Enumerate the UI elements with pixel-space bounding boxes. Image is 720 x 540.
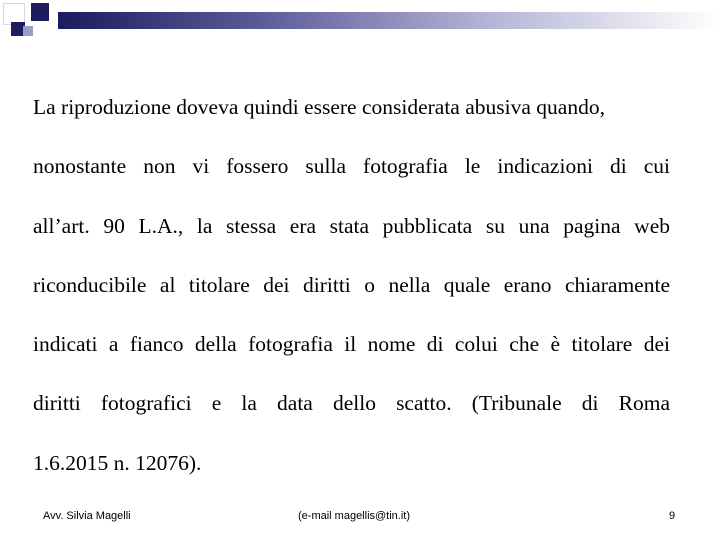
page-number: 9 (669, 510, 676, 522)
header-gradient-bar (58, 12, 720, 29)
decor-square-navy-top (31, 3, 49, 21)
body-line: riconducibile al titolare dei diritti o nella quale erano chiaramente (33, 272, 670, 297)
body-line: indicati a fianco della fotografia il nome di colui che è titolare dei (33, 332, 670, 357)
body-line: diritti fotografici e la data dello scatto. (Tribunale di Roma (33, 391, 670, 416)
decor-square-lavender (23, 26, 33, 36)
footer-author: Avv. Silvia Magelli (43, 510, 131, 522)
body-line: nonostante non vi fossero sulla fotografia le indicazioni di cui (33, 154, 670, 179)
body-line: all’art. 90 L.A., la stessa era stata pubblicata su una pagina web (33, 213, 670, 238)
body-text (33, 78, 670, 493)
footer-email: (e-mail magellis@tin.it) (298, 510, 411, 522)
body-line: 1.6.2015 n. 12076). (33, 450, 202, 475)
body-line: La riproduzione doveva quindi essere considerata abusiva quando, (33, 95, 605, 119)
